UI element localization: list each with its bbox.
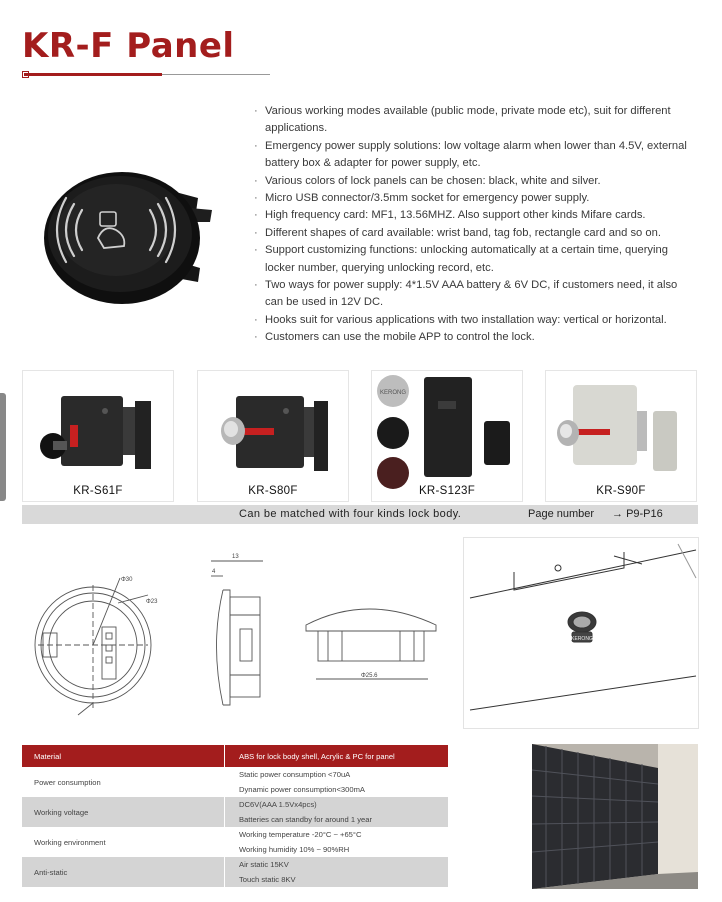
product-label: KR-S90F xyxy=(596,485,646,497)
spec-value xyxy=(225,857,449,887)
page-number-label: Page number xyxy=(528,508,595,520)
spec-value-line: Static power consumption <70uA xyxy=(239,770,351,779)
spec-value xyxy=(225,767,449,797)
feature-item: · Various working modes available (public mode, private mode etc), suit for different applications. xyxy=(254,103,694,138)
spec-value xyxy=(225,797,449,827)
product-card-kr-s61f xyxy=(22,370,174,502)
top-view-drawing xyxy=(306,609,436,679)
feature-item: · Various colors of lock panels can be chosen: black, white and silver. xyxy=(254,173,694,190)
product-label: KR-S123F xyxy=(418,485,476,497)
kr-s90f-image xyxy=(546,371,698,503)
spec-value: ABS for lock body shell, Acrylic & PC for panel xyxy=(225,745,449,767)
feature-item: · Emergency power supply solutions: low voltage alarm when lower than 4.5V, external battery box & adapter for power supply, etc. xyxy=(254,138,694,173)
spec-value-line: Batteries can standby for around 1 year xyxy=(239,815,372,824)
spec-key: Material xyxy=(22,745,225,767)
product-card-kr-s90f xyxy=(545,370,697,502)
spec-value-line: DC6V(AAA 1.5Vx4pcs) xyxy=(239,800,317,809)
feature-list xyxy=(254,103,694,347)
feature-item: · Support customizing functions: unlocking automatically at a certain time, querying locker number, querying unlocking record, etc. xyxy=(254,242,694,277)
front-view-drawing xyxy=(35,578,151,715)
dim-side-total: 13 xyxy=(232,554,239,560)
product-label: KR-S80F xyxy=(248,485,298,497)
match-info-bar xyxy=(22,505,698,524)
install-knob-text: KERONG xyxy=(571,636,593,642)
spec-value-line: Air static 15KV xyxy=(239,860,289,869)
lock-body-gallery xyxy=(22,370,698,502)
product-card-kr-s123f xyxy=(371,370,523,502)
spec-key: Power consumption xyxy=(22,767,225,797)
product-label: KR-S61F xyxy=(73,485,123,497)
spec-value-line: Working humidity 10% ~ 90%RH xyxy=(239,845,350,854)
title-rule xyxy=(162,74,270,75)
feature-item: · Micro USB connector/3.5mm socket for emergency power supply. xyxy=(254,190,694,207)
feature-item: · Customers can use the mobile APP to control the lock. xyxy=(254,329,694,346)
knob-brand-text: KERONG xyxy=(379,390,407,396)
dim-side-head: 4 xyxy=(212,569,216,575)
installation-sketch xyxy=(464,538,698,728)
installation-illustration xyxy=(463,537,699,729)
page-range: P9-P16 xyxy=(626,508,663,520)
feature-item: · Two ways for power supply: 4*1.5V AAA battery & 6V DC, if customers need, it also can be used in 12V DC. xyxy=(254,277,694,312)
spec-value-line: Dynamic power consumption<300mA xyxy=(239,785,365,794)
spec-key: Working environment xyxy=(22,827,225,857)
spec-row xyxy=(22,797,448,827)
spec-value xyxy=(225,827,449,857)
feature-item: · High frequency card: MF1, 13.56MHZ. Also support other kinds Mifare cards. xyxy=(254,207,694,224)
panel-product-image xyxy=(40,150,240,325)
grey-side-tab xyxy=(0,393,6,501)
spec-header-row xyxy=(22,745,448,767)
arrow-icon: → xyxy=(612,508,623,520)
spec-value-line: Touch static 8KV xyxy=(239,875,296,884)
page-title: KR-F Panel xyxy=(22,26,235,66)
spec-table xyxy=(22,745,448,887)
page-number-range xyxy=(612,508,663,520)
spec-key: Anti-static xyxy=(22,857,225,887)
spec-value-line: Working temperature -20°C ~ +65°C xyxy=(239,830,362,839)
feature-item: · Hooks suit for various applications with two installation way: vertical or horizontal. xyxy=(254,312,694,329)
product-card-kr-s80f xyxy=(197,370,349,502)
dim-top-width: Φ25.6 xyxy=(361,673,378,679)
spec-key: Working voltage xyxy=(22,797,225,827)
spec-row xyxy=(22,857,448,887)
match-text: Can be matched with four kinds lock body. xyxy=(239,508,462,520)
technical-drawings xyxy=(18,545,458,735)
spec-row xyxy=(22,767,448,797)
dim-front-outer: Φ30 xyxy=(121,577,133,583)
feature-item: · Different shapes of card available: wrist band, tag fob, rectangle card and so on. xyxy=(254,225,694,242)
title-rule-accent xyxy=(24,73,162,76)
dim-front-inner: Φ23 xyxy=(146,599,158,605)
spec-row xyxy=(22,827,448,857)
kr-s123f-image xyxy=(372,371,524,503)
side-view-drawing xyxy=(211,561,263,705)
kr-s80f-image xyxy=(198,371,350,503)
kr-s61f-image xyxy=(23,371,175,503)
locker-room-photo xyxy=(532,744,698,889)
